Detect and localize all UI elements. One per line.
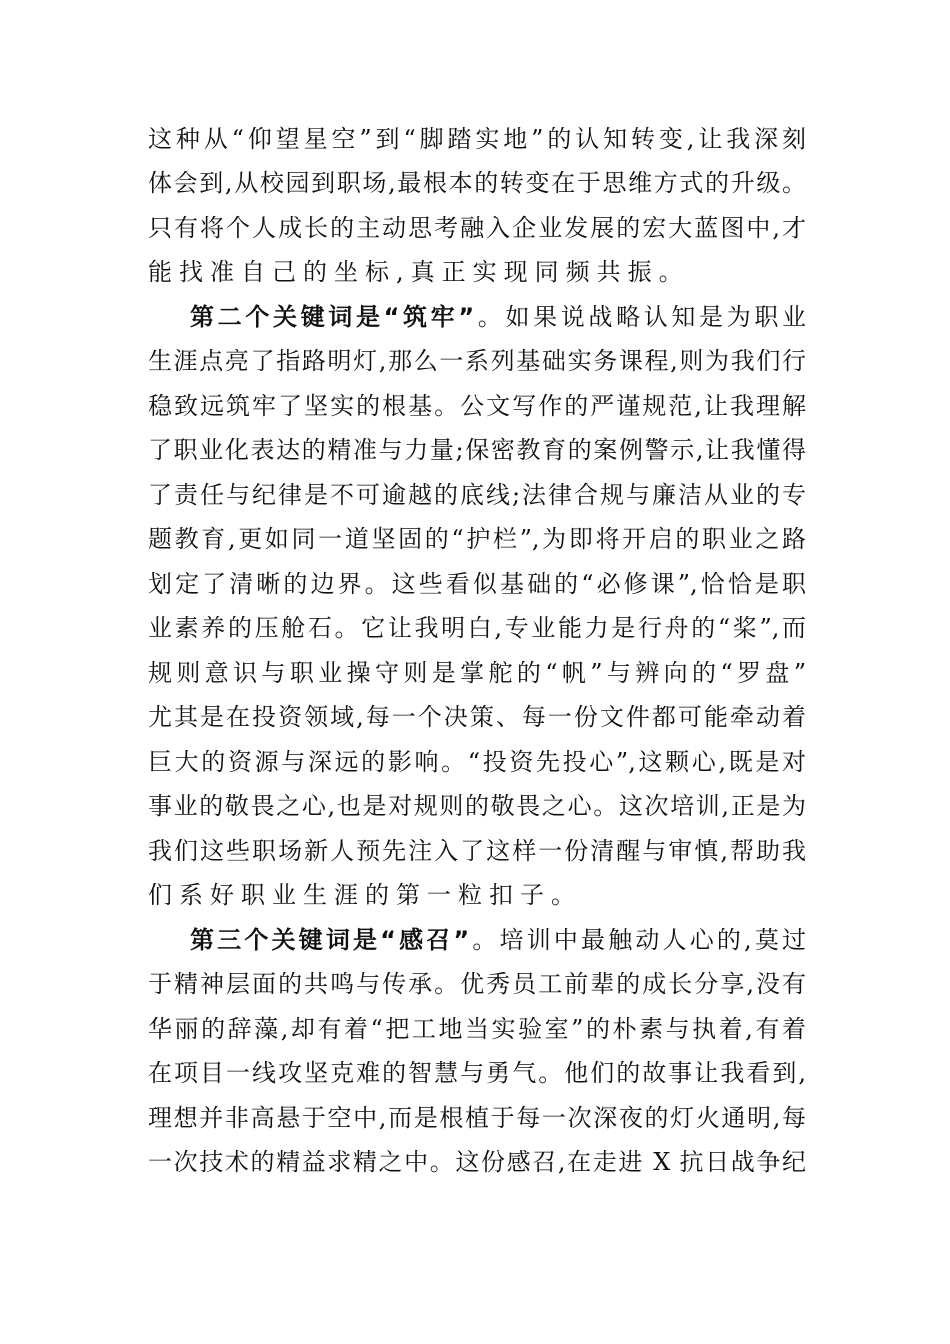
text-line: 生涯点亮了指路明灯,那么一系列基础实务课程,则为我们行 — [148, 347, 806, 375]
text-line: 巨大的资源与深远的影响。“投资先投心”,这颗心,既是对 — [148, 748, 806, 776]
text-run: 。培训中最触动人心的,莫过 — [469, 926, 807, 954]
text-line: 体会到,从校园到职场,最根本的转变在于思维方式的升级。 — [148, 169, 806, 197]
text-line: 了责任与纪律是不可逾越的底线;法律合规与廉洁从业的专 — [148, 481, 806, 509]
text-run: 。如果说战略认知是为职业 — [474, 303, 807, 331]
text-line: 稳致远筑牢了坚实的根基。公文写作的严谨规范,让我理解 — [148, 392, 806, 420]
text-line: 尤其是在投资领域,每一个决策、每一份文件都可能牵动着 — [148, 703, 806, 731]
text-line: 了职业化表达的精准与力量;保密教育的案例警示,让我懂得 — [148, 436, 806, 464]
text-line: 能找准自己的坐标,真正实现同频共振。 — [148, 258, 690, 286]
text-line: 事业的敬畏之心,也是对规则的敬畏之心。这次培训,正是为 — [148, 792, 806, 820]
text-line: 一次技术的精益求精之中。这份感召,在走进 X 抗日战争纪 — [148, 1148, 806, 1176]
text-line: 理想并非高悬于空中,而是根植于每一次深夜的灯火通明,每 — [148, 1104, 806, 1132]
text-line: 业素养的压舱石。它让我明白,专业能力是行舟的“桨”,而 — [148, 614, 806, 642]
text-line: 华丽的辞藻,却有着“把工地当实验室”的朴素与执着,有着 — [148, 1015, 806, 1043]
text-line: 规则意识与职业操守则是掌舵的“帆”与辨向的“罗盘” — [148, 659, 806, 687]
text-line: 这种从“仰望星空”到“脚踏实地”的认知转变,让我深刻 — [148, 125, 806, 153]
text-line: 我们这些职场新人预先注入了这样一份清醒与审慎,帮助我 — [148, 837, 806, 865]
text-line: 题教育,更如同一道坚固的“护栏”,为即将开启的职业之路 — [148, 525, 806, 553]
text-line: 只有将个人成长的主动思考融入企业发展的宏大蓝图中,才 — [148, 214, 806, 242]
text-line: 划定了清晰的边界。这些看似基础的“必修课”,恰恰是职 — [148, 570, 806, 598]
text-line: 在项目一线攻坚克难的智慧与勇气。他们的故事让我看到, — [148, 1059, 806, 1087]
paragraph-first-line — [190, 918, 806, 962]
text-line: 于精神层面的共鸣与传承。优秀员工前辈的成长分享,没有 — [148, 970, 806, 998]
keyword-heading: 第三个关键词是“感召” — [190, 926, 470, 954]
text-line: 们系好职业生涯的第一粒扣子。 — [148, 881, 582, 909]
keyword-heading: 第二个关键词是“筑牢” — [190, 303, 475, 331]
paragraph-first-line — [190, 295, 806, 339]
